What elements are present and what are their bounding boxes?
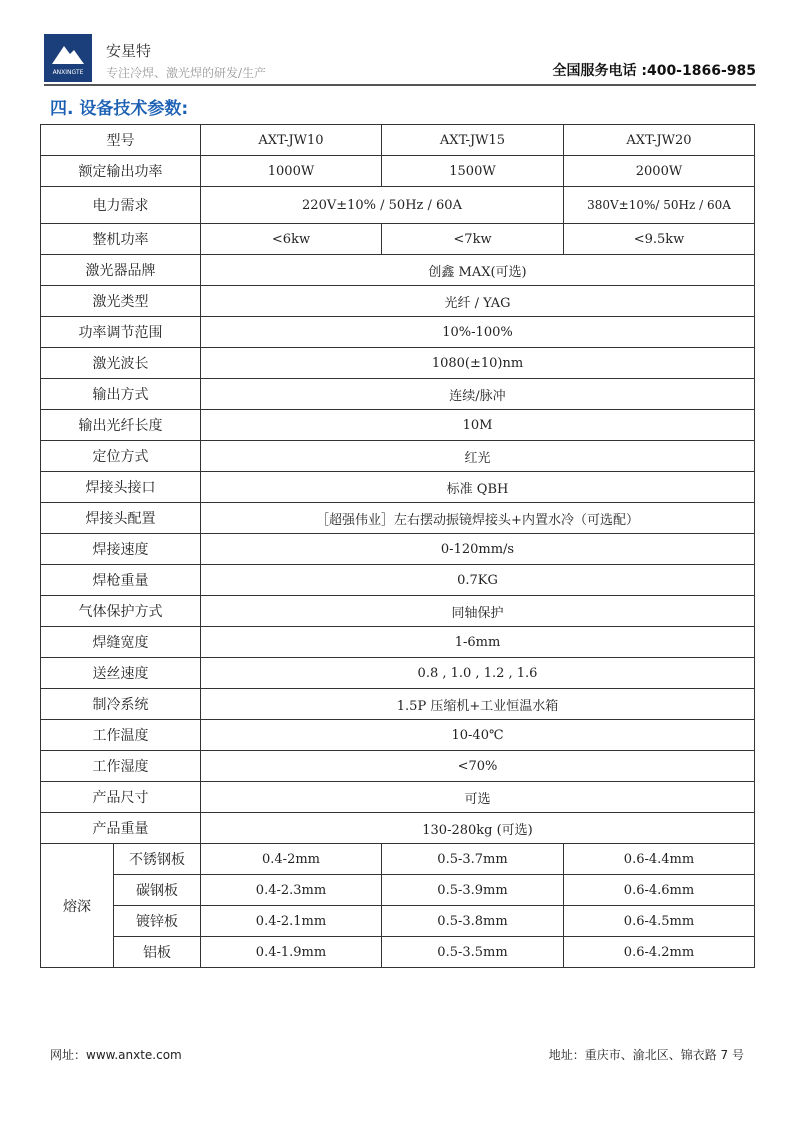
table-row	[41, 348, 755, 379]
row-label: 产品重量	[41, 813, 201, 844]
row-label: 功率调节范围	[41, 317, 201, 348]
value-cell: 220V±10% / 50Hz / 60A	[201, 187, 564, 224]
company-logo	[44, 34, 92, 82]
value-cell: 标准 QBH	[201, 472, 755, 503]
value-cell: ［超强伟业］左右摆动振镜焊接头+内置水冷（可选配）	[201, 503, 755, 534]
value-cell: 光纤 / YAG	[201, 286, 755, 317]
table-row	[41, 125, 755, 156]
brand-slogan: 专注冷焊、激光焊的研发/生产	[106, 66, 267, 80]
row-label: 工作温度	[41, 720, 201, 751]
row-label: 焊接头接口	[41, 472, 201, 503]
table-row	[41, 255, 755, 286]
depth-value-cell: 0.5-3.9mm	[382, 875, 564, 906]
material-label: 不锈钢板	[114, 844, 201, 875]
row-label: 输出方式	[41, 379, 201, 410]
value-cell: <7kw	[382, 224, 564, 255]
value-cell: 红光	[201, 441, 755, 472]
table-row	[41, 937, 755, 968]
value-cell: 1080(±10)nm	[201, 348, 755, 379]
depth-group-label: 熔深	[41, 844, 114, 968]
table-row	[41, 689, 755, 720]
row-label: 激光类型	[41, 286, 201, 317]
row-label: 激光波长	[41, 348, 201, 379]
value-cell: 0.7KG	[201, 565, 755, 596]
logo-mountain-icon	[52, 46, 84, 64]
row-label: 额定输出功率	[41, 156, 201, 187]
table-row	[41, 410, 755, 441]
value-cell: 1.5P 压缩机+工业恒温水箱	[201, 689, 755, 720]
depth-value-cell: 0.4-1.9mm	[201, 937, 382, 968]
page-header	[44, 34, 756, 84]
table-row	[41, 565, 755, 596]
spec-table	[40, 124, 755, 968]
brand-name: 安星特	[106, 42, 152, 60]
table-row	[41, 187, 755, 224]
section-title: 四. 设备技术参数:	[50, 99, 189, 119]
row-label: 产品尺寸	[41, 782, 201, 813]
table-row	[41, 472, 755, 503]
value-cell: 0.8 , 1.0 , 1.2 , 1.6	[201, 658, 755, 689]
model-cell: AXT-JW20	[564, 125, 755, 156]
row-label: 焊枪重量	[41, 565, 201, 596]
row-label: 定位方式	[41, 441, 201, 472]
table-row	[41, 317, 755, 348]
table-row	[41, 379, 755, 410]
value-cell: 可选	[201, 782, 755, 813]
table-row	[41, 658, 755, 689]
value-cell: 380V±10%/ 50Hz / 60A	[564, 187, 755, 224]
value-cell: 10%-100%	[201, 317, 755, 348]
value-cell: 10-40℃	[201, 720, 755, 751]
value-cell: 1-6mm	[201, 627, 755, 658]
value-cell: <70%	[201, 751, 755, 782]
value-cell: 2000W	[564, 156, 755, 187]
row-label: 气体保护方式	[41, 596, 201, 627]
table-row	[41, 844, 755, 875]
service-phone: 全国服务电话 :400-1866-985	[552, 63, 756, 79]
table-row	[41, 906, 755, 937]
table-row	[41, 503, 755, 534]
depth-value-cell: 0.4-2.3mm	[201, 875, 382, 906]
depth-value-cell: 0.6-4.5mm	[564, 906, 755, 937]
table-row	[41, 441, 755, 472]
table-row	[41, 875, 755, 906]
depth-value-cell: 0.4-2.1mm	[201, 906, 382, 937]
value-cell: 10M	[201, 410, 755, 441]
table-row	[41, 782, 755, 813]
row-label: 焊接速度	[41, 534, 201, 565]
table-row	[41, 720, 755, 751]
row-label: 送丝速度	[41, 658, 201, 689]
model-cell: AXT-JW15	[382, 125, 564, 156]
value-cell: 连续/脉冲	[201, 379, 755, 410]
depth-value-cell: 0.5-3.8mm	[382, 906, 564, 937]
row-label: 焊接头配置	[41, 503, 201, 534]
value-cell: 0-120mm/s	[201, 534, 755, 565]
material-label: 碳钢板	[114, 875, 201, 906]
value-cell: 1500W	[382, 156, 564, 187]
value-cell: 创鑫 MAX(可选)	[201, 255, 755, 286]
value-cell: <6kw	[201, 224, 382, 255]
row-label: 电力需求	[41, 187, 201, 224]
depth-value-cell: 0.6-4.6mm	[564, 875, 755, 906]
value-cell: 同轴保护	[201, 596, 755, 627]
table-row	[41, 751, 755, 782]
value-cell: 1000W	[201, 156, 382, 187]
depth-value-cell: 0.5-3.7mm	[382, 844, 564, 875]
row-label: 激光器品牌	[41, 255, 201, 286]
header-divider	[44, 84, 756, 86]
depth-value-cell: 0.4-2mm	[201, 844, 382, 875]
table-row	[41, 813, 755, 844]
table-row	[41, 596, 755, 627]
footer-address: 地址：重庆市、渝北区、锦衣路 7 号	[548, 1048, 744, 1062]
row-label: 焊缝宽度	[41, 627, 201, 658]
material-label: 铝板	[114, 937, 201, 968]
footer-website: 网址：www.anxte.com	[50, 1048, 182, 1062]
row-label: 整机功率	[41, 224, 201, 255]
row-label: 工作湿度	[41, 751, 201, 782]
table-row	[41, 534, 755, 565]
model-cell: AXT-JW10	[201, 125, 382, 156]
depth-value-cell: 0.6-4.4mm	[564, 844, 755, 875]
material-label: 镀锌板	[114, 906, 201, 937]
table-row	[41, 627, 755, 658]
row-label: 型号	[41, 125, 201, 156]
row-label: 输出光纤长度	[41, 410, 201, 441]
table-row	[41, 224, 755, 255]
depth-value-cell: 0.6-4.2mm	[564, 937, 755, 968]
svg-text:ANXINGTE: ANXINGTE	[52, 69, 84, 76]
table-row	[41, 156, 755, 187]
value-cell: <9.5kw	[564, 224, 755, 255]
table-row	[41, 286, 755, 317]
depth-value-cell: 0.5-3.5mm	[382, 937, 564, 968]
row-label: 制冷系统	[41, 689, 201, 720]
value-cell: 130-280kg (可选)	[201, 813, 755, 844]
